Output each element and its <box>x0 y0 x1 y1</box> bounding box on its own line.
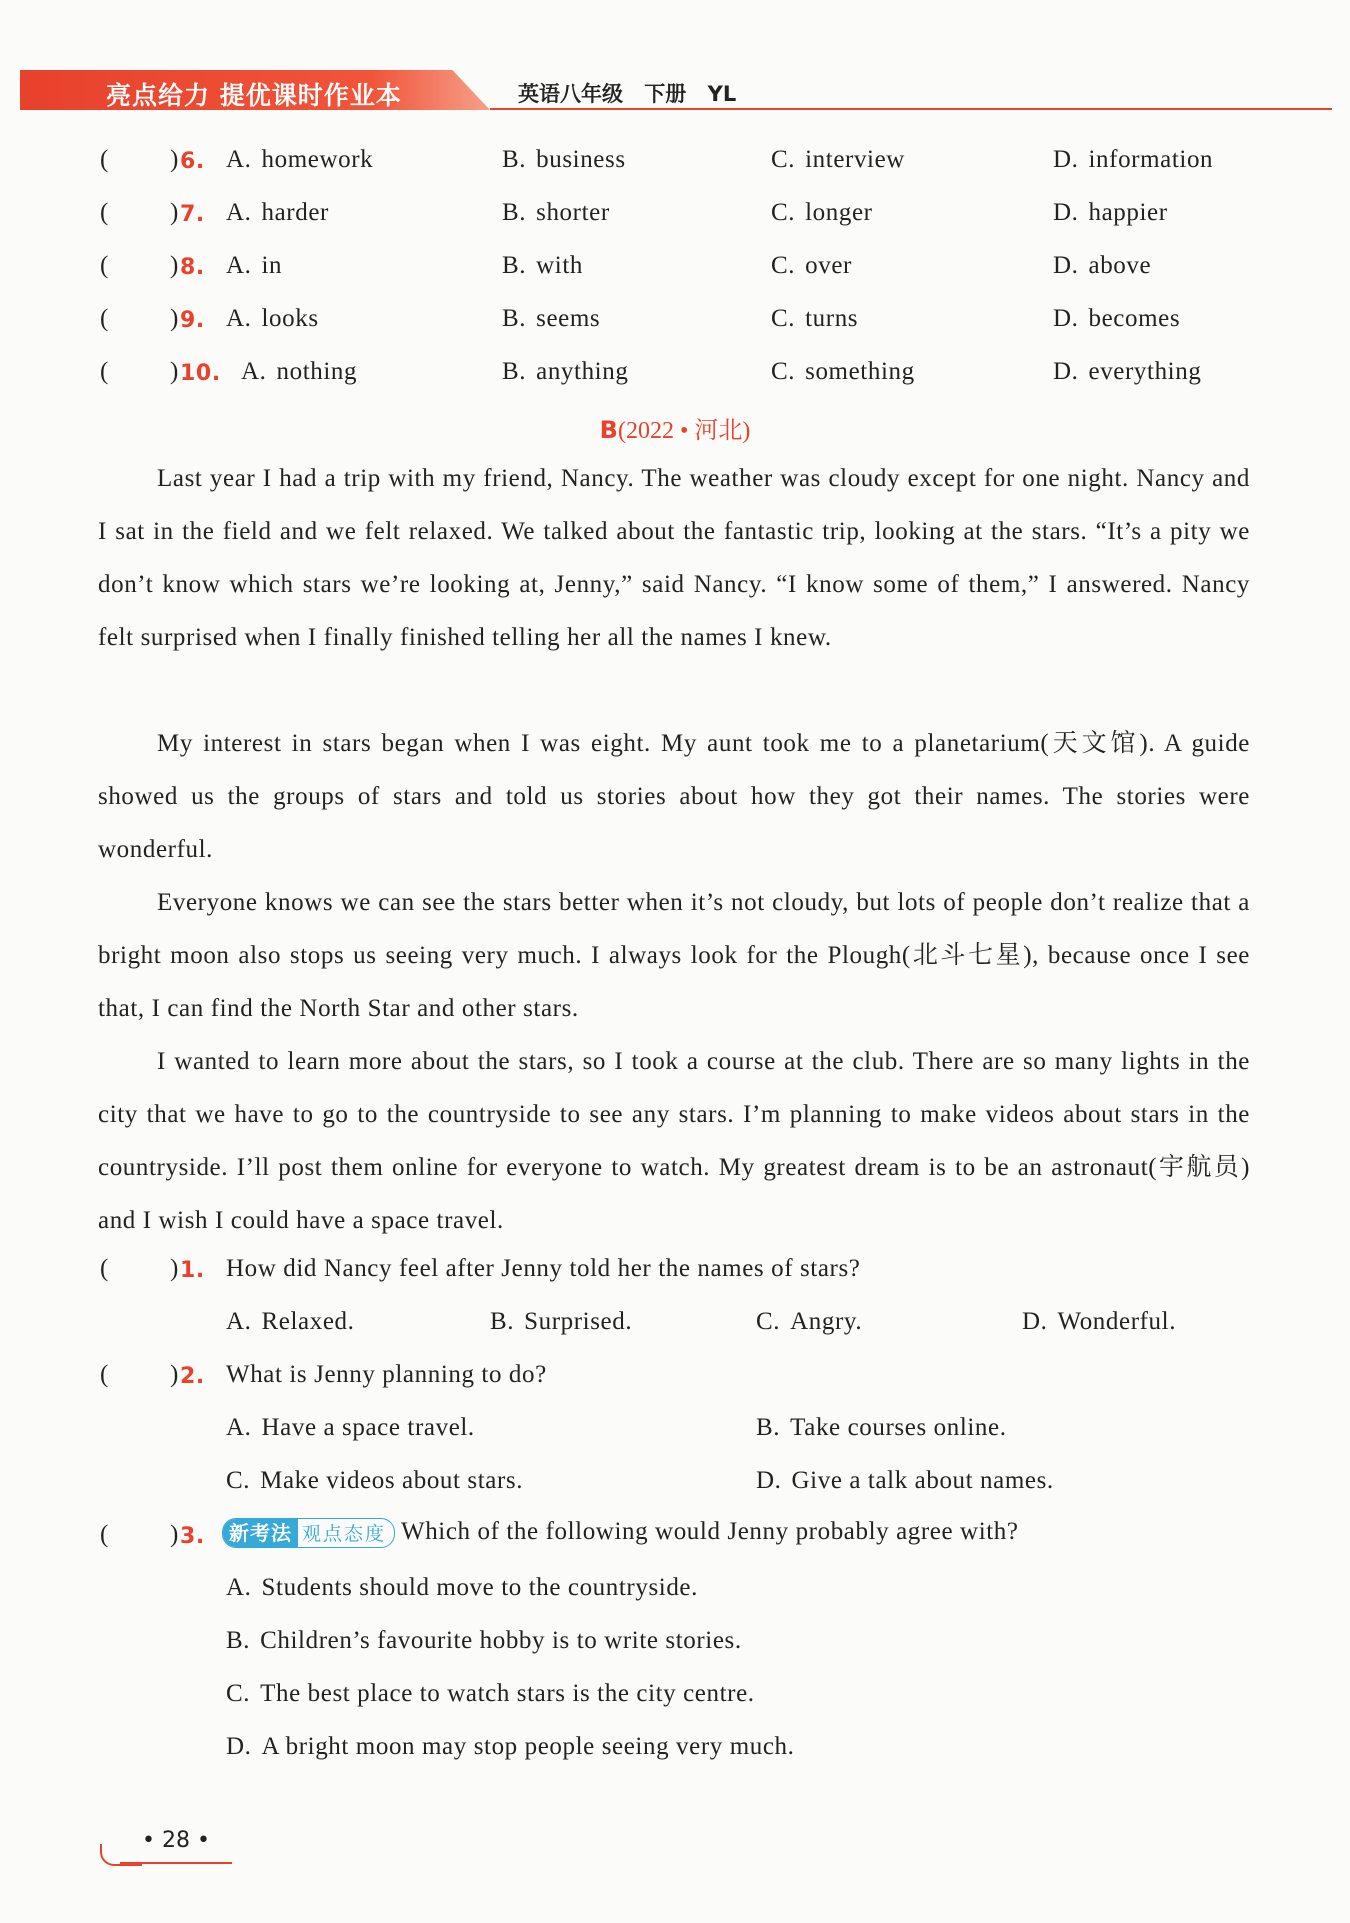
option-b[interactable]: B. Take courses online. <box>756 1414 1007 1441</box>
question-number: 3. <box>180 1524 205 1549</box>
question-number: 1. <box>180 1258 205 1283</box>
passage-paragraph-1: Last year I had a trip with my friend, Nancy. The weather was cloudy except for one night. Nancy and I sat in the field and we felt relaxed. We talked about the fantastic trip, looking at the stars. “It’s a pity we don’t know which stars we’re looking at, Jenny,” said Nancy. “I know some of them,” I answered. Nancy felt surprised when I finally finished telling her all the names I knew. <box>98 465 1250 651</box>
option-d[interactable]: D. A bright moon may stop people seeing very much. <box>226 1733 795 1760</box>
passage-paragraph-4: I wanted to learn more about the stars, so I took a course at the club. There are so many lights in the city that we have to go to the countryside to see any stars. I’m planning to make videos about stars in the countryside. I’ll post them online for everyone to watch. My greatest dream is to be an astronaut(宇航员) and I wish I could have a space travel. <box>98 1048 1250 1234</box>
answer-blank-close: ) <box>170 146 179 173</box>
option-c[interactable]: C. Make videos about stars. <box>226 1467 524 1494</box>
section-label: B <box>599 416 618 444</box>
question-number: 10. <box>180 361 221 386</box>
page-header <box>20 70 1332 112</box>
answer-blank-open: ( <box>100 358 109 385</box>
section-source: (2022 • 河北) <box>617 418 751 444</box>
question-text: How did Nancy feel after Jenny told her the names of stars? <box>226 1255 861 1282</box>
book-info: 英语八年级 下册 YL <box>518 82 737 106</box>
section-b-heading <box>0 410 1350 445</box>
option-b[interactable]: B. Children’s favourite hobby is to write stories. <box>226 1627 742 1654</box>
option-a[interactable]: A. Relaxed. <box>226 1308 355 1335</box>
passage-paragraph-3: Everyone knows we can see the stars better when it’s not cloudy, but lots of people don’t realize that a bright moon also stops us seeing very much. I always look for the Plough(北斗七星), because once I see that, I can find the North Star and other stars. <box>98 889 1250 1022</box>
series-title: 亮点给力 提优课时作业本 <box>106 81 402 110</box>
question-stem <box>218 1518 1019 1548</box>
option-a[interactable]: A. looks <box>226 305 319 332</box>
option-a[interactable]: A. nothing <box>241 358 358 385</box>
question-text: What is Jenny planning to do? <box>226 1361 547 1388</box>
answer-blank-open: ( <box>100 1361 109 1388</box>
question-number: 6. <box>180 149 205 174</box>
option-d[interactable]: D. information <box>1053 146 1214 173</box>
option-c[interactable]: C. something <box>771 358 915 385</box>
option-a[interactable]: A. Students should move to the countryside. <box>226 1574 698 1601</box>
option-b[interactable]: B. shorter <box>502 199 610 226</box>
question-number: 7. <box>180 202 205 227</box>
option-c[interactable]: C. Angry. <box>756 1308 863 1335</box>
option-a[interactable]: A. homework <box>226 146 374 173</box>
page-footer <box>100 1826 240 1866</box>
answer-blank-open: ( <box>100 199 109 226</box>
option-d[interactable]: D. everything <box>1053 358 1202 385</box>
answer-blank-open: ( <box>100 1255 109 1282</box>
option-a[interactable]: A. in <box>226 252 283 279</box>
header-rule <box>490 108 1332 110</box>
answer-blank-open: ( <box>100 252 109 279</box>
new-exam-type-badge: 新考法 观点态度 <box>222 1518 395 1548</box>
answer-blank-close: ) <box>170 252 179 279</box>
question-text: Which of the following would Jenny probably agree with? <box>401 1518 1019 1545</box>
option-b[interactable]: B. anything <box>502 358 629 385</box>
option-b[interactable]: B. Surprised. <box>490 1308 633 1335</box>
answer-blank-open: ( <box>100 146 109 173</box>
question-number: 9. <box>180 308 205 333</box>
option-d[interactable]: D. above <box>1053 252 1152 279</box>
question-number: 2. <box>180 1364 205 1389</box>
option-b[interactable]: B. seems <box>502 305 601 332</box>
question-number: 8. <box>180 255 205 280</box>
option-d[interactable]: D. Wonderful. <box>1022 1308 1177 1335</box>
option-b[interactable]: B. with <box>502 252 583 279</box>
option-d[interactable]: D. becomes <box>1053 305 1181 332</box>
answer-blank-close: ) <box>170 1521 179 1548</box>
answer-blank-open: ( <box>100 1521 109 1548</box>
answer-blank-close: ) <box>170 199 179 226</box>
footer-rule <box>120 1862 232 1864</box>
answer-blank-close: ) <box>170 1361 179 1388</box>
option-a[interactable]: A. harder <box>226 199 329 226</box>
option-c[interactable]: C. interview <box>771 146 905 173</box>
passage-paragraph-2: My interest in stars began when I was eight. My aunt took me to a planetarium(天文馆). A guide showed us the groups of stars and told us stories about how they got their names. The stories were wonderful. <box>98 730 1250 863</box>
option-b[interactable]: B. business <box>502 146 626 173</box>
answer-blank-open: ( <box>100 305 109 332</box>
answer-blank-close: ) <box>170 358 179 385</box>
option-c[interactable]: C. over <box>771 252 852 279</box>
answer-blank-close: ) <box>170 1255 179 1282</box>
option-c[interactable]: C. turns <box>771 305 859 332</box>
option-c[interactable]: C. The best place to watch stars is the city centre. <box>226 1680 755 1707</box>
option-a[interactable]: A. Have a space travel. <box>226 1414 475 1441</box>
answer-blank-close: ) <box>170 305 179 332</box>
option-c[interactable]: C. longer <box>771 199 873 226</box>
page-number: • 28 • <box>142 1828 210 1853</box>
option-d[interactable]: D. Give a talk about names. <box>756 1467 1054 1494</box>
option-d[interactable]: D. happier <box>1053 199 1168 226</box>
